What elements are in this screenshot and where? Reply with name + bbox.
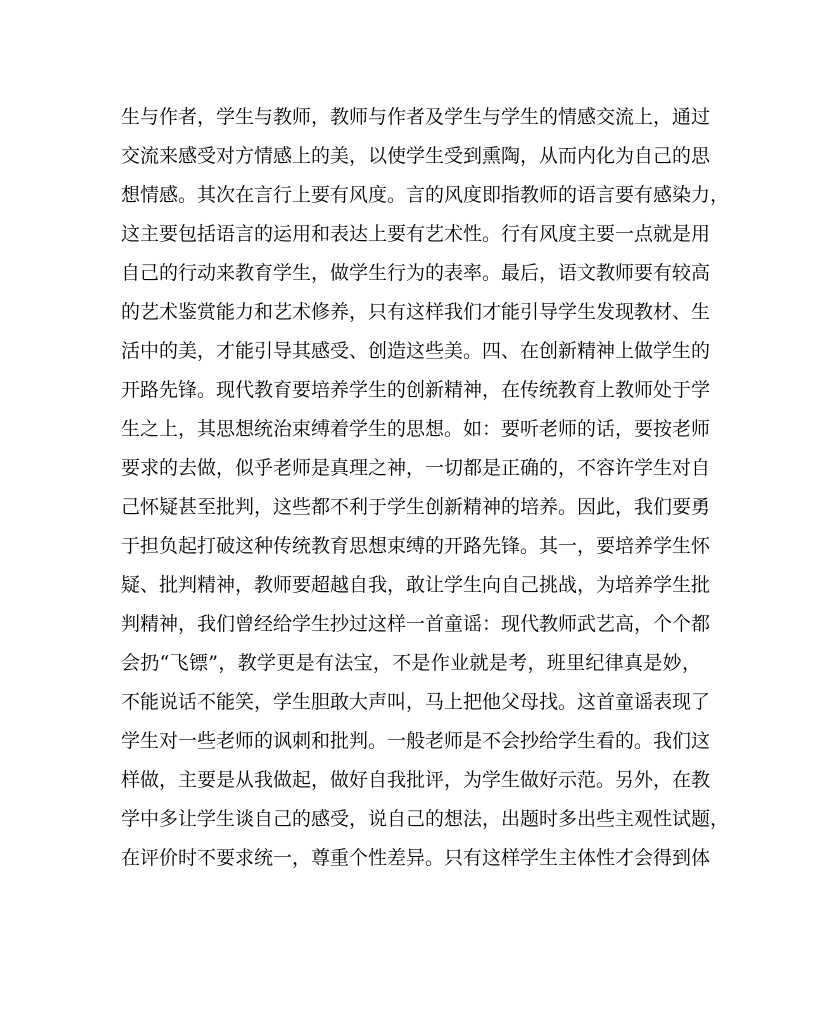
text-line-8: 开路先锋。现代教育要培养学生的创新精神，在传统教育上教师处于学 bbox=[121, 379, 711, 401]
text-line-1: 生与作者，学生与教师，教师与作者及学生与学生的情感交流上，通过 bbox=[121, 106, 711, 128]
text-line-5: 自己的行动来教育学生，做学生行为的表率。最后，语文教师要有较高 bbox=[121, 262, 711, 284]
text-line-19: 学中多让学生谈自己的感受，说自己的想法，出题时多出些主观性试题， bbox=[121, 808, 730, 830]
text-line-12: 于担负起打破这种传统教育思想束缚的开路先锋。其一，要培养学生怀 bbox=[121, 535, 711, 557]
text-line-7: 活中的美，才能引导其感受、创造这些美。四、在创新精神上做学生的 bbox=[121, 340, 711, 362]
text-line-18: 样做，主要是从我做起，做好自我批评，为学生做好示范。另外，在教 bbox=[121, 769, 711, 791]
text-line-11: 己怀疑甚至批判，这些都不利于学生创新精神的培养。因此，我们要勇 bbox=[121, 496, 711, 518]
text-line-10: 要求的去做，似乎老师是真理之神，一切都是正确的，不容许学生对自 bbox=[121, 457, 711, 479]
text-line-2: 交流来感受对方情感上的美，以使学生受到熏陶，从而内化为自己的思 bbox=[121, 145, 711, 167]
text-line-14: 判精神，我们曾经给学生抄过这样一首童谣：现代教师武艺高，个个都 bbox=[121, 613, 711, 635]
text-line-20: 在评价时不要求统一，尊重个性差异。只有这样学生主体性才会得到体 bbox=[121, 847, 711, 869]
text-line-9: 生之上，其思想统治束缚着学生的思想。如：要听老师的话，要按老师 bbox=[121, 418, 711, 440]
text-line-3: 想情感。其次在言行上要有风度。言的风度即指教师的语言要有感染力， bbox=[121, 184, 730, 206]
body-text bbox=[121, 98, 730, 878]
text-line-4: 这主要包括语言的运用和表达上要有艺术性。行有风度主要一点就是用 bbox=[121, 223, 711, 245]
text-line-15: 会扔“飞镖”，教学更是有法宝，不是作业就是考，班里纪律真是妙， bbox=[121, 652, 701, 674]
text-line-6: 的艺术鉴赏能力和艺术修养，只有这样我们才能引导学生发现教材、生 bbox=[121, 301, 711, 323]
text-line-16: 不能说话不能笑，学生胆敢大声叫，马上把他父母找。这首童谣表现了 bbox=[121, 691, 711, 713]
text-line-13: 疑、批判精神，教师要超越自我，敢让学生向自己挑战，为培养学生批 bbox=[121, 574, 711, 596]
text-line-17: 学生对一些老师的讽刺和批判。一般老师是不会抄给学生看的。我们这 bbox=[121, 730, 711, 752]
